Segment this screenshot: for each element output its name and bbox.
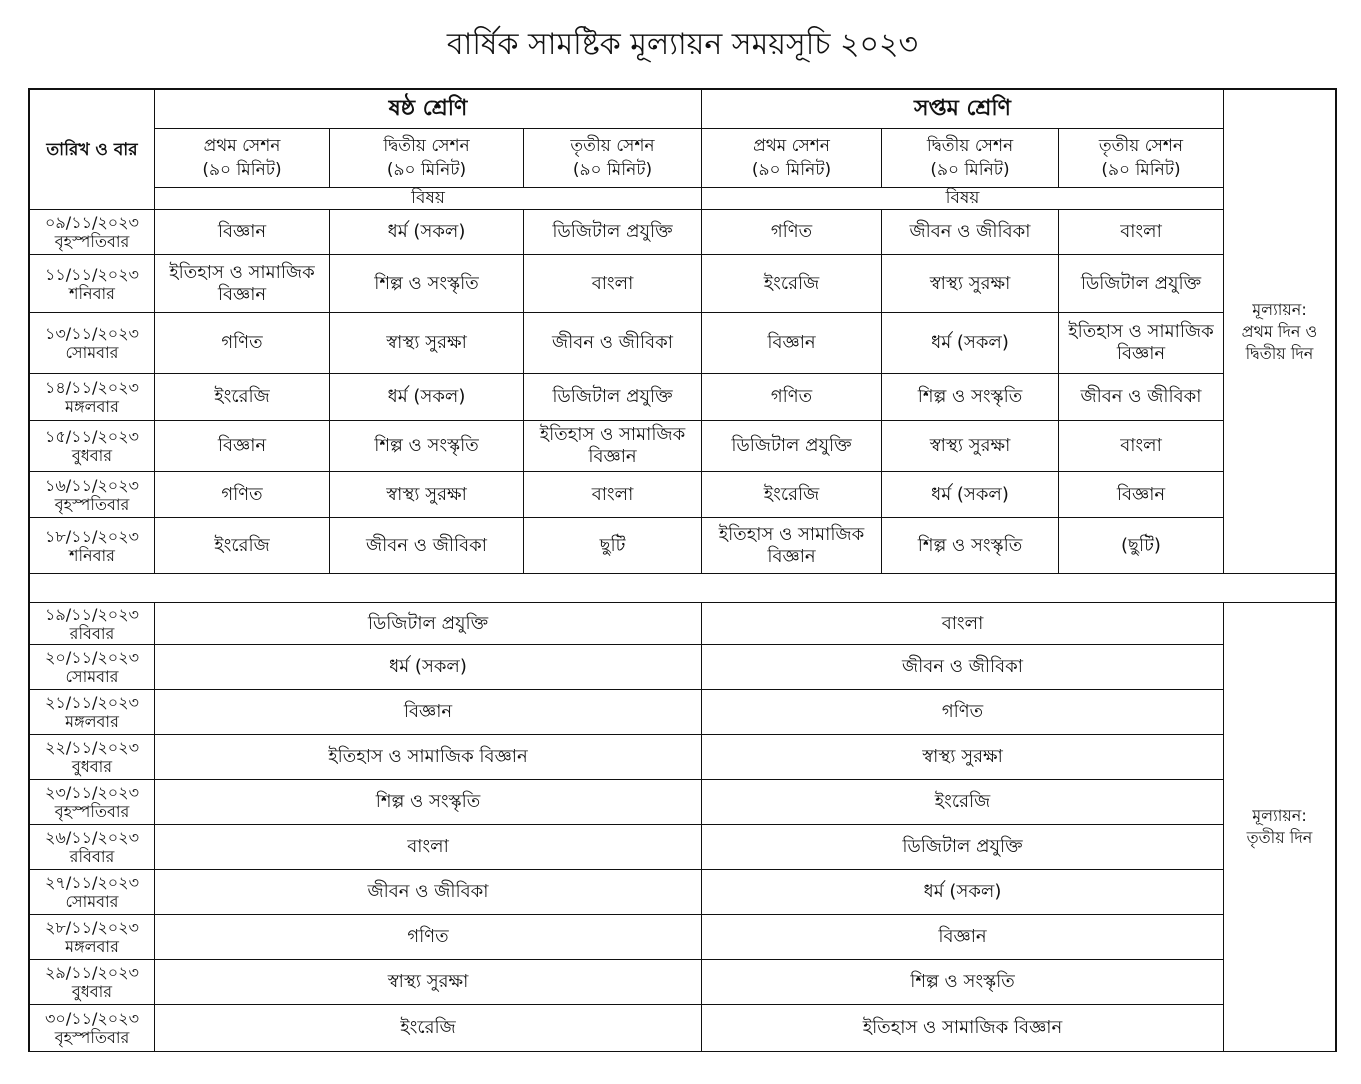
class-7-session-1-subject: বিজ্ঞান [702, 313, 882, 374]
session-name: দ্বিতীয় সেশন [926, 136, 1014, 156]
class-6-session-1-subject: বিজ্ঞান [155, 421, 330, 472]
class-7-session-2-subject: ধর্ম (সকল) [882, 472, 1059, 518]
schedule-table [28, 88, 1337, 1052]
date-cell [30, 603, 155, 645]
class-7-subject: ডিজিটাল প্রযুক্তি [702, 825, 1224, 870]
class-6-session-1-header [155, 129, 330, 188]
date-cell [30, 960, 155, 1005]
class-6-session-3-subject: ডিজিটাল প্রযুক্তি [524, 210, 702, 255]
session-name: তৃতীয় সেশন [1098, 136, 1184, 156]
class-6-session-2-subject: ধর্ম (সকল) [330, 374, 524, 421]
date-text: ১৩/১১/২০২৩ [45, 324, 139, 343]
day-text: বৃহস্পতিবার [54, 1028, 130, 1047]
class-7-session-1-subject: ডিজিটাল প্রযুক্তি [702, 421, 882, 472]
date-text: ০৯/১১/২০২৩ [45, 213, 139, 232]
date-cell [30, 825, 155, 870]
date-cell [30, 735, 155, 780]
class-6-session-2-subject: শিল্প ও সংস্কৃতি [330, 255, 524, 313]
class-6-session-3-subject: ইতিহাস ও সামাজিক বিজ্ঞান [524, 421, 702, 472]
day-text: রবিবার [69, 847, 115, 866]
note-label: মূল্যায়ন: [1252, 299, 1307, 319]
class-7-session-3-subject: বিজ্ঞান [1059, 472, 1224, 518]
date-cell [30, 690, 155, 735]
date-text: ২২/১১/২০২৩ [45, 738, 139, 757]
class-6-session-2-subject: ধর্ম (সকল) [330, 210, 524, 255]
class-6-subject: স্বাস্থ্য সুরক্ষা [155, 960, 702, 1005]
date-text: ২০/১১/২০২৩ [45, 648, 139, 667]
class-7-session-3-subject: ডিজিটাল প্রযুক্তি [1059, 255, 1224, 313]
assessment-note [1224, 90, 1337, 574]
class-7-session-3-subject: বাংলা [1059, 210, 1224, 255]
class-6-session-1-subject: ইংরেজি [155, 518, 330, 574]
session-name: প্রথম সেশন [203, 136, 281, 156]
day-text: মঙ্গলবার [65, 712, 119, 731]
session-duration: (৯০ মিনিট) [202, 160, 282, 180]
class-6-subject: ইংরেজি [155, 1005, 702, 1052]
date-cell [30, 645, 155, 690]
page-title: বার্ষিক সামষ্টিক মূল্যায়ন সময়সূচি ২০২৩ [446, 27, 919, 62]
class-7-subject: শিল্প ও সংস্কৃতি [702, 960, 1224, 1005]
note-label: মূল্যায়ন: [1252, 806, 1307, 825]
class-7-subject: বিজ্ঞান [702, 915, 1224, 960]
day-text: বুধবার [71, 757, 113, 776]
class-6-subject: বাংলা [155, 825, 702, 870]
class-7-session-1-subject: গণিত [702, 374, 882, 421]
date-cell [30, 472, 155, 518]
class-7-subject: বাংলা [702, 603, 1224, 645]
day-text: রবিবার [69, 623, 115, 643]
date-cell [30, 870, 155, 915]
day-text: বুধবার [71, 982, 113, 1001]
session-duration: (৯০ মিনিট) [386, 160, 467, 180]
session-duration: (৯০ মিনিট) [751, 160, 832, 180]
class-6-session-1-subject: ইতিহাস ও সামাজিক বিজ্ঞান [155, 255, 330, 313]
date-day-header: তারিখ ও বার [30, 90, 155, 210]
day-text: শনিবার [69, 545, 115, 565]
class-6-session-1-subject: বিজ্ঞান [155, 210, 330, 255]
class-6-subject: গণিত [155, 915, 702, 960]
class-6-subject: ইতিহাস ও সামাজিক বিজ্ঞান [155, 735, 702, 780]
date-text: ১৪/১১/২০২৩ [45, 378, 139, 397]
class-7-session-2-subject: জীবন ও জীবিকা [882, 210, 1059, 255]
class-6-session-2-header [330, 129, 524, 188]
class-7-session-2-subject: স্বাস্থ্য সুরক্ষা [882, 255, 1059, 313]
class-6-subject-header: বিষয় [155, 188, 702, 210]
date-cell [30, 1005, 155, 1052]
class-6-header: ষষ্ঠ শ্রেণি [155, 90, 702, 129]
class-6-subject: ডিজিটাল প্রযুক্তি [155, 603, 702, 645]
day-text: বৃহস্পতিবার [54, 494, 130, 514]
class-7-session-2-subject: স্বাস্থ্য সুরক্ষা [882, 421, 1059, 472]
day-text: সোমবার [65, 892, 119, 911]
class-7-session-1-subject: গণিত [702, 210, 882, 255]
class-7-session-2-subject: শিল্প ও সংস্কৃতি [882, 374, 1059, 421]
session-name: তৃতীয় সেশন [570, 136, 655, 156]
class-7-session-2-subject: ধর্ম (সকল) [882, 313, 1059, 374]
class-6-session-3-subject: বাংলা [524, 472, 702, 518]
class-7-session-1-header [702, 129, 882, 188]
class-6-session-3-subject: ডিজিটাল প্রযুক্তি [524, 374, 702, 421]
date-cell [30, 780, 155, 825]
date-text: ২৬/১১/২০২৩ [45, 828, 139, 847]
session-name: প্রথম সেশন [753, 136, 830, 156]
class-6-session-1-subject: ইংরেজি [155, 374, 330, 421]
day-text: বুধবার [71, 446, 113, 465]
class-7-session-3-subject: (ছুটি) [1059, 518, 1224, 574]
class-7-subject: ইংরেজি [702, 780, 1224, 825]
class-6-subject: ধর্ম (সকল) [155, 645, 702, 690]
class-7-session-1-subject: ইংরেজি [702, 472, 882, 518]
class-6-session-1-subject: গণিত [155, 472, 330, 518]
class-6-session-2-subject: স্বাস্থ্য সুরক্ষা [330, 472, 524, 518]
class-7-session-2-subject: শিল্প ও সংস্কৃতি [882, 518, 1059, 574]
section-separator [30, 574, 1337, 603]
note-value: তৃতীয় দিন [1246, 828, 1313, 847]
class-6-session-3-subject: বাংলা [524, 255, 702, 313]
class-6-session-2-subject: শিল্প ও সংস্কৃতি [330, 421, 524, 472]
date-text: ২৮/১১/২০২৩ [45, 918, 139, 937]
class-7-session-3-subject: জীবন ও জীবিকা [1059, 374, 1224, 421]
class-6-subject: শিল্প ও সংস্কৃতি [155, 780, 702, 825]
date-text: ১৯/১১/২০২৩ [45, 604, 139, 624]
date-cell [30, 210, 155, 255]
date-cell [30, 255, 155, 313]
date-text: ২১/১১/২০২৩ [45, 693, 139, 712]
class-7-session-1-subject: ইতিহাস ও সামাজিক বিজ্ঞান [702, 518, 882, 574]
class-7-subject: ধর্ম (সকল) [702, 870, 1224, 915]
day-text: বৃহস্পতিবার [54, 232, 130, 251]
date-text: ১১/১১/২০২৩ [45, 264, 139, 284]
day-text: বৃহস্পতিবার [54, 802, 130, 821]
class-7-session-3-header [1059, 129, 1224, 188]
date-cell [30, 421, 155, 472]
date-text: ২৭/১১/২০২৩ [45, 873, 139, 892]
date-text: ১৫/১১/২০২৩ [45, 427, 139, 446]
date-text: ৩০/১১/২০২৩ [45, 1009, 139, 1028]
class-7-subject: ইতিহাস ও সামাজিক বিজ্ঞান [702, 1005, 1224, 1052]
class-6-subject: বিজ্ঞান [155, 690, 702, 735]
class-6-session-3-header [524, 129, 702, 188]
session-name: দ্বিতীয় সেশন [383, 136, 470, 156]
session-duration: (৯০ মিনিট) [572, 160, 653, 180]
day-text: মঙ্গলবার [65, 397, 119, 416]
date-text: ১৮/১১/২০২৩ [45, 526, 139, 546]
class-7-session-2-header [882, 129, 1059, 188]
class-7-subject: গণিত [702, 690, 1224, 735]
class-6-session-3-subject: জীবন ও জীবিকা [524, 313, 702, 374]
class-7-subject: স্বাস্থ্য সুরক্ষা [702, 735, 1224, 780]
session-duration: (৯০ মিনিট) [930, 160, 1010, 180]
assessment-note [1224, 603, 1337, 1052]
class-6-session-1-subject: গণিত [155, 313, 330, 374]
day-text: সোমবার [65, 343, 119, 362]
class-7-session-3-subject: বাংলা [1059, 421, 1224, 472]
class-7-subject: জীবন ও জীবিকা [702, 645, 1224, 690]
date-text: ২৯/১১/২০২৩ [45, 963, 139, 982]
date-cell [30, 915, 155, 960]
class-6-session-2-subject: স্বাস্থ্য সুরক্ষা [330, 313, 524, 374]
class-6-subject: জীবন ও জীবিকা [155, 870, 702, 915]
class-7-session-3-subject: ইতিহাস ও সামাজিক বিজ্ঞান [1059, 313, 1224, 374]
day-text: শনিবার [69, 283, 115, 303]
date-cell [30, 313, 155, 374]
date-text: ১৬/১১/২০২৩ [45, 475, 139, 495]
class-6-session-2-subject: জীবন ও জীবিকা [330, 518, 524, 574]
date-text: ২৩/১১/২০২৩ [45, 783, 139, 802]
date-cell [30, 518, 155, 574]
note-value: প্রথম দিন ও দ্বিতীয় দিন [1241, 321, 1318, 363]
date-cell [30, 374, 155, 421]
session-duration: (৯০ মিনিট) [1101, 160, 1181, 180]
class-7-subject-header: বিষয় [702, 188, 1224, 210]
class-6-session-3-subject: ছুটি [524, 518, 702, 574]
day-text: মঙ্গলবার [65, 937, 119, 956]
class-7-session-1-subject: ইংরেজি [702, 255, 882, 313]
class-7-header: সপ্তম শ্রেণি [702, 90, 1224, 129]
day-text: সোমবার [65, 667, 119, 686]
